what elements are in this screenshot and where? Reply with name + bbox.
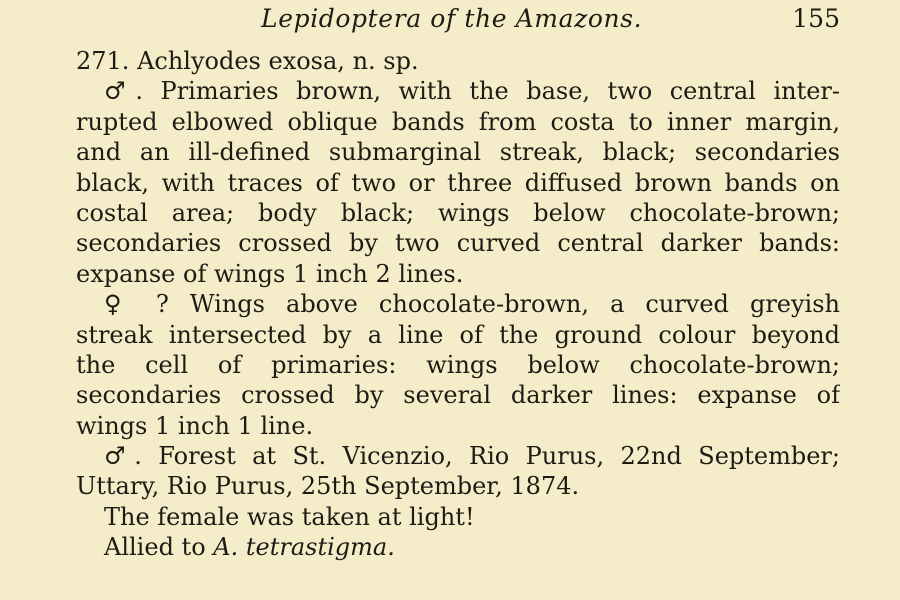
male-description-line: expanse of wings 1 inch 2 lines. (76, 259, 464, 288)
species-description (76, 46, 840, 563)
male-description-line: secondaries crossed by two curved central darker bands: (76, 229, 840, 258)
female-description-line: secondaries crossed by several darker lines: expanse of (76, 381, 840, 410)
locality-line: Uttary, Rio Purus, 25th September, 1874. (76, 472, 580, 501)
male-description-line: costal area; body black; wings below chocolate-brown; (76, 198, 840, 227)
allied-species-line (76, 532, 840, 562)
female-description-line: the cell of primaries: wings below chocolate-brown; (76, 350, 840, 379)
male-description-line: rupted elbowed oblique bands from costa to inner margin, (76, 107, 840, 136)
female-description-line: wings 1 inch 1 line. (76, 411, 314, 440)
remark-line: The female was taken at light! (104, 502, 475, 531)
page-number: 155 (792, 4, 840, 33)
allied-prefix: Allied to (104, 533, 214, 562)
female-description-line: streak intersected by a line of the ground colour beyond (76, 320, 840, 349)
running-head (76, 0, 840, 46)
running-title: Lepidoptera of the Amazons. (261, 4, 643, 33)
male-description-line: and an ill-defined submarginal streak, black; secondaries (76, 138, 840, 167)
male-description-line: ♂. Primaries brown, with the base, two central inter- (104, 77, 840, 106)
female-description-line: ♀ ? Wings above chocolate-brown, a curved greyish (104, 290, 840, 319)
locality-line: ♂. Forest at St. Vicenzio, Rio Purus, 22nd September; (104, 442, 840, 471)
male-description-line: black, with traces of two or three diffused brown bands on (76, 168, 840, 197)
species-heading: 271. Achlyodes exosa, n. sp. (76, 47, 419, 75)
allied-species-name: A. tetrastigma. (213, 533, 395, 562)
